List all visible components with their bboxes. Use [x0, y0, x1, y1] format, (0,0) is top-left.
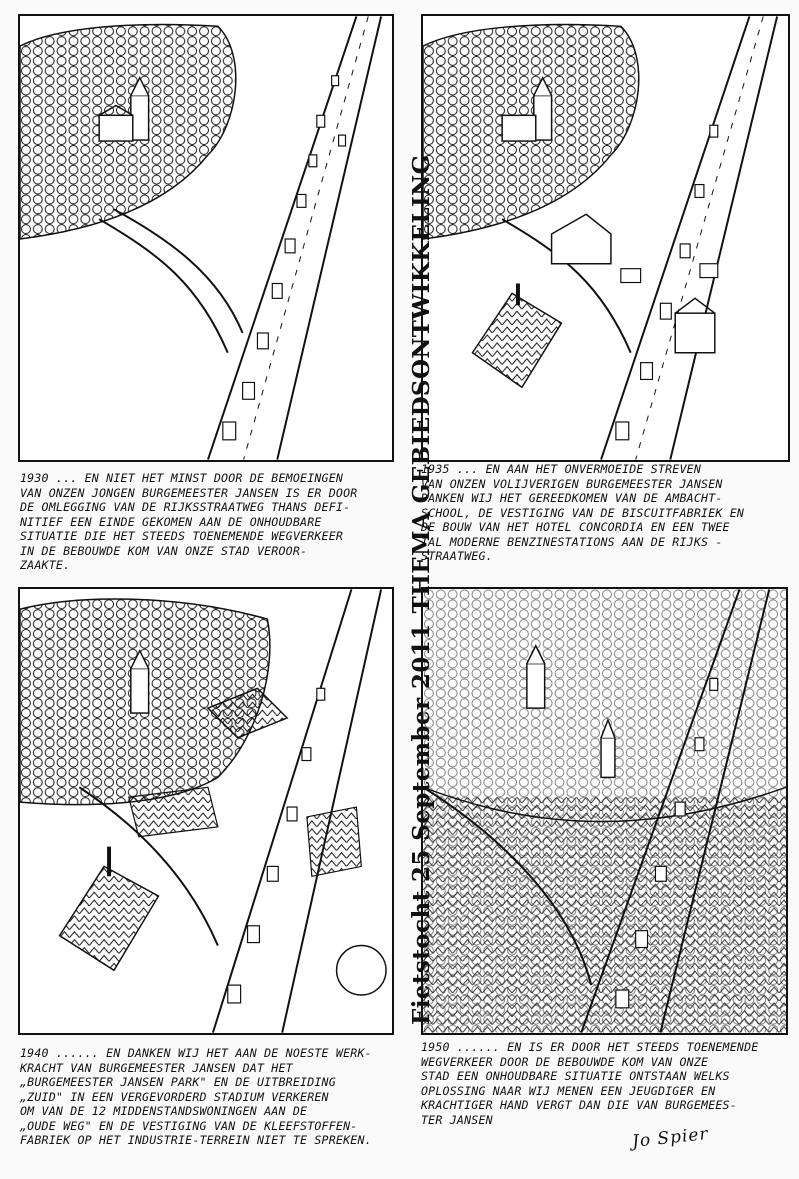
caption-1930: 1930 ... EN NIET HET MINST DOOR DE BEMOEINGEN VAN ONZEN JONGEN BURGEMEESTER JANSEN IS ER DOOR DE OMLEGGING VAN DE RIJKSSTRAATWEG THANS DEFI- NITIEF EEN EINDE GEKOMEN AAN DE ONHOUDBARE SITUATIE DIE HET STEEDS TOENEMENDE WEGVERKEER IN DE BEBOUWDE KOM VAN ONZE STAD VEROOR- ZAAKTE. — [20, 471, 358, 572]
illustration-1935 — [421, 14, 790, 462]
hotel-icon — [675, 298, 715, 352]
caption-1935: 1935 ... EN AAN HET ONVERMOEIDE STREVEN VAN ONZEN VOLIJVERIGEN BURGEMEESTER JANSEN DANKEN WIJ HET GEREEDKOMEN VAN DE AMBACHT- SCHOOL, DE VESTIGING VAN DE BISCUITFABRIEK EN DE BOUW VAN HET HOTEL CONCORDIA EN EEN TWEE TAL MODERNE BENZINESTATIONS AAN DE RIJKS - STRAATWEG. — [421, 462, 745, 563]
school-icon — [552, 214, 611, 263]
vertical-title — [408, 154, 435, 1025]
traffic-icon — [223, 76, 346, 440]
artist-signature: Jo Spier — [631, 1124, 710, 1152]
caption-1950: 1950 ...... EN IS ER DOOR HET STEEDS TOENEMENDE WEGVERKEER DOOR DE BEBOUWDE KOM VAN ONZE STAD EEN ONHOUDBARE SITUATIE ONTSTAAN WELKS OPLOSSING NAAR WIJ MENEN EEN JEUGDIGER EN KRACHTIGER HAND VERGT DAN DIE VAN BURGEMEES- TER JANSEN — [421, 1040, 759, 1127]
illustration-1940 — [18, 587, 394, 1035]
drawing-1940 — [20, 589, 392, 1033]
event-title: Fietstocht 25 September 2011 — [408, 623, 435, 1025]
drawing-1930 — [20, 16, 392, 460]
factory-icon — [60, 847, 159, 971]
gas-station-icon — [621, 264, 718, 283]
drawing-1935 — [423, 16, 788, 460]
caption-1940: 1940 ...... EN DANKEN WIJ HET AAN DE NOESTE WERK- KRACHT VAN BURGEMEESTER JANSEN DAT HET „BURGEMEESTER JANSEN PARK" EN DE UITBREIDING „ZUID" IN EEN VERGEVORDERD STADIUM VERKEREN OM VAN DE 12 MIDDENSTANDSWONINGEN AAN DE „OUDE WEG" EN DE VESTIGING VAN DE KLEEFSTOFFEN- FABRIEK OP HET INDUSTRIE-TERREIN NIET TE SPREKEN. — [20, 1046, 372, 1147]
factory-icon — [472, 284, 561, 388]
illustration-1950 — [421, 587, 788, 1035]
drawing-1950 — [423, 589, 786, 1033]
illustration-1930 — [18, 14, 394, 462]
theme-title: THEMA GEBIEDSONTWIKKELING — [408, 154, 435, 614]
